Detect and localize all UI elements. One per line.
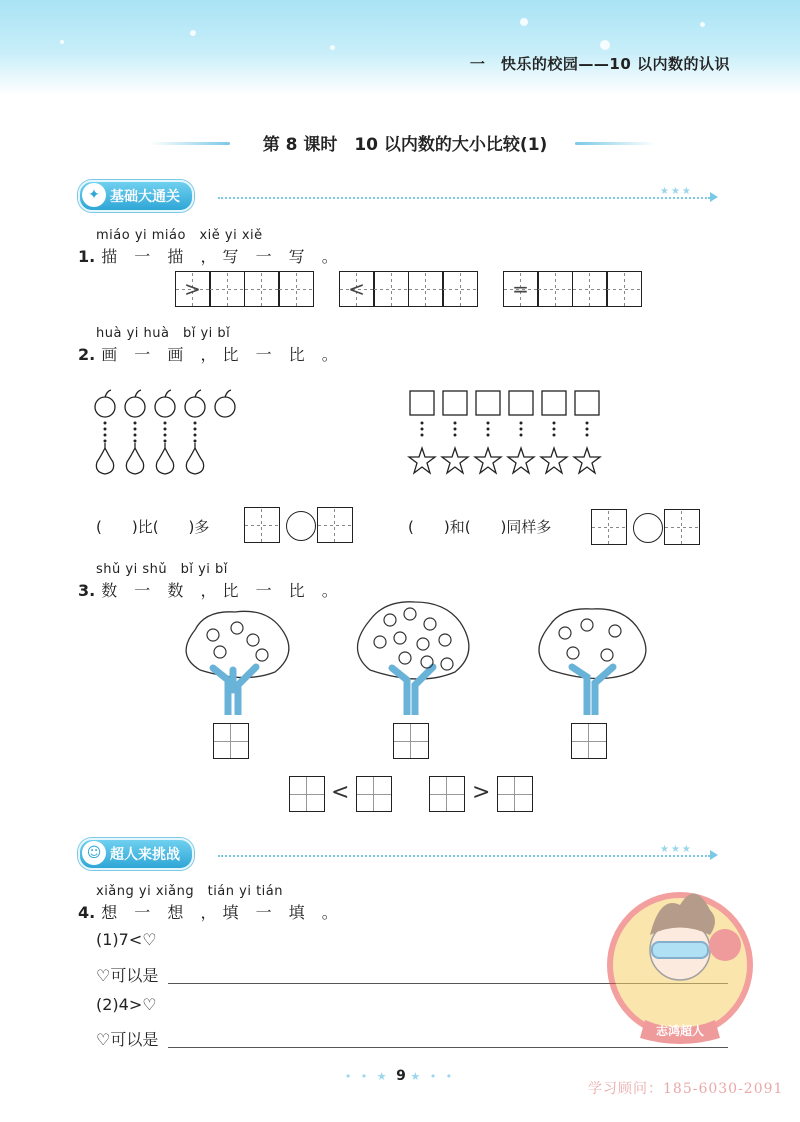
header-banner — [0, 0, 800, 95]
equal-symbol: = — [512, 277, 529, 301]
section-divider — [218, 197, 710, 199]
title-decoration-right — [575, 142, 655, 145]
apple-icon — [125, 390, 145, 417]
stars-decoration: ★ • • — [410, 1070, 456, 1083]
q3-instruction: 数 一 数 ，比 一 比 。 — [101, 581, 344, 600]
pear-icon — [156, 443, 173, 474]
q4-number: 4. — [78, 903, 96, 922]
less-compare-box-a[interactable] — [290, 776, 325, 812]
q4-part2-answer-label: ♡可以是 — [96, 1030, 159, 1049]
tree3-count-box[interactable] — [572, 723, 607, 759]
section-label-challenge: 超人来挑战 — [110, 847, 180, 863]
apple-icon — [215, 390, 235, 417]
apple-icon — [185, 390, 205, 417]
q2-right-box-a[interactable] — [592, 509, 627, 545]
stars-decoration: ★★★ — [660, 844, 693, 855]
less-than-sign: < — [331, 780, 350, 805]
lesson-title: 第 8 课时 10 以内数的大小比较(1) — [262, 135, 548, 155]
q2-pinyin: huà yi huà bǐ yi bǐ — [96, 326, 231, 341]
q4-instruction: 想 一 想 ，填 一 填 。 — [101, 903, 344, 922]
star-icon — [508, 448, 534, 473]
q2-left-box-b[interactable] — [318, 507, 353, 543]
trace-grid-greater[interactable] — [176, 271, 314, 307]
star-icon — [442, 448, 468, 473]
section-divider — [218, 855, 710, 857]
section-badge-basic — [78, 180, 194, 212]
q1-text — [78, 244, 344, 267]
q2-instruction: 画 一 画 ，比 一 比 。 — [101, 345, 344, 364]
trace-grid-equal[interactable] — [504, 271, 642, 307]
q2-left-compare-circle[interactable] — [286, 511, 316, 541]
pear-icon — [96, 443, 113, 474]
q2-left-box-a[interactable] — [245, 507, 280, 543]
stars-decoration: • • ★ — [344, 1070, 397, 1083]
greater-compare-box-a[interactable] — [430, 776, 465, 812]
square-icon — [542, 391, 566, 415]
tree1-count-box[interactable] — [214, 723, 249, 759]
q1-instruction: 描 一 描 ，写 一 写 。 — [101, 247, 344, 266]
q2-left-fill-text[interactable]: ( )比( )多 — [96, 518, 210, 536]
contact-watermark: 学习顾问：185-6030-2091 — [588, 1081, 784, 1097]
rocket-icon: ✦ — [82, 183, 106, 207]
less-compare-box-b[interactable] — [357, 776, 392, 812]
q2-text — [78, 342, 344, 365]
apples-pears-figure — [90, 385, 260, 480]
less-symbol: < — [348, 277, 365, 301]
apple-icon — [95, 390, 115, 417]
q4-part2-question: (2)4>♡ — [96, 995, 157, 1014]
square-icon — [509, 391, 533, 415]
superhero-icon: ☺ — [82, 841, 106, 865]
mascot-watermark — [600, 880, 760, 1060]
apple-tree-3 — [535, 605, 655, 715]
greater-compare-box-b[interactable] — [498, 776, 533, 812]
star-icon — [541, 448, 567, 473]
q2-right-box-b[interactable] — [665, 509, 700, 545]
star-icon — [475, 448, 501, 473]
arrow-icon — [710, 850, 718, 860]
q2-right-compare-circle[interactable] — [633, 513, 663, 543]
q1-pinyin: miáo yi miáo xiě yi xiě — [96, 228, 263, 243]
q2-right-fill-text[interactable]: ( )和( )同样多 — [408, 518, 552, 536]
apple-tree-1 — [180, 610, 300, 715]
title-decoration-left — [150, 142, 230, 145]
q3-number: 3. — [78, 581, 96, 600]
stars-decoration: ★★★ — [660, 186, 693, 197]
pear-icon — [126, 443, 143, 474]
mascot-stamp-text: 志鸿超人 — [655, 1024, 705, 1038]
q3-text — [78, 578, 344, 601]
tree2-count-box[interactable] — [394, 723, 429, 759]
square-icon — [476, 391, 500, 415]
q4-part1-question: (1)7<♡ — [96, 930, 157, 949]
star-icon — [409, 448, 435, 473]
section-badge-challenge — [78, 838, 194, 870]
q2-number: 2. — [78, 345, 96, 364]
q1-number: 1. — [78, 247, 96, 266]
apple-icon — [155, 390, 175, 417]
square-icon — [575, 391, 599, 415]
chapter-title: 一 快乐的校园——10 以内数的认识 — [469, 55, 730, 73]
section-label-basic: 基础大通关 — [110, 189, 180, 205]
apple-tree-2 — [355, 600, 475, 715]
pear-icon — [186, 443, 203, 474]
page-number-value: 9 — [396, 1068, 406, 1084]
q4-text — [78, 900, 344, 923]
squares-stars-figure — [405, 385, 610, 480]
arrow-icon — [710, 192, 718, 202]
greater-symbol: > — [184, 277, 201, 301]
square-icon — [410, 391, 434, 415]
q3-pinyin: shǔ yi shǔ bǐ yi bǐ — [96, 562, 228, 577]
star-icon — [574, 448, 600, 473]
q4-part1-answer-label: ♡可以是 — [96, 966, 159, 985]
square-icon — [443, 391, 467, 415]
greater-than-sign: > — [472, 780, 491, 805]
trace-grid-less[interactable] — [340, 271, 478, 307]
q4-pinyin: xiǎng yi xiǎng tián yi tián — [96, 884, 283, 899]
lesson-title-row — [0, 128, 800, 158]
